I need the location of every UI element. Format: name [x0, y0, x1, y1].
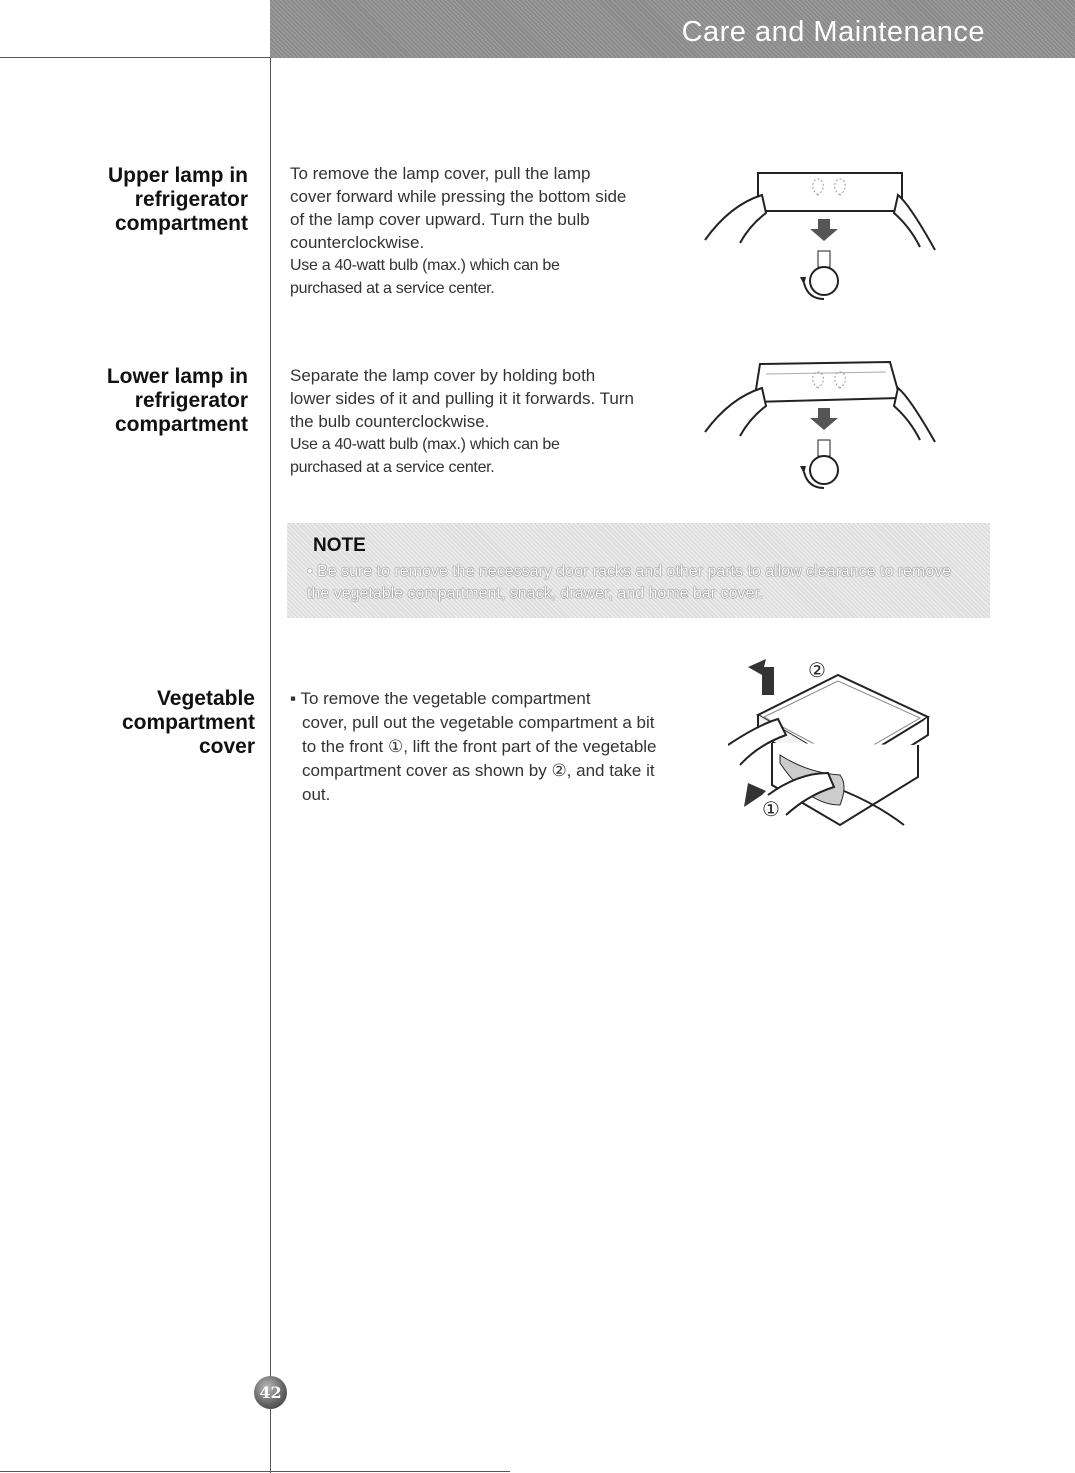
section-text-vegetable-cover: ▪ To remove the vegetable compartment cover, pull out the vegetable compartment a bit to the front ①, lift the front part of the vegetable compartment cover as shown by ②, and take it out.: [290, 689, 657, 804]
section-heading-vegetable-cover: Vegetable compartment cover: [121, 687, 255, 758]
vegetable-cover-illustration: [728, 655, 938, 835]
step-1-label: ①: [762, 799, 780, 821]
upper-lamp-illustration: [700, 165, 940, 305]
section-heading-lower-lamp: Lower lamp in refrigerator compartment: [106, 365, 248, 436]
note-box: [287, 523, 990, 618]
section-heading-upper-lamp: Upper lamp in refrigerator compartment: [107, 164, 248, 235]
header-rule: [0, 57, 270, 58]
page-number-badge: 42: [254, 1376, 287, 1409]
note-title: NOTE: [313, 535, 366, 556]
footer-rule: [0, 1471, 510, 1472]
column-divider: [270, 58, 271, 1473]
section-text-lower-lamp: Separate the lamp cover by holding both lower sides of it and pulling it it forwards. Turn the bulb counterclockwise. Use a 40-watt bulb (max.) which can be purchased at a service center.: [290, 366, 634, 476]
header-band: [270, 0, 1075, 58]
section-text-upper-lamp: To remove the lamp cover, pull the lamp cover forward while pressing the bottom side of the lamp cover upward. Turn the bulb counterclockwise. Use a 40-watt bulb (max.) which can be purchased at a service center.: [290, 164, 627, 297]
lower-lamp-illustration: [700, 352, 940, 492]
note-text: • Be sure to remove the necessary door racks and other parts to allow clearance to remove the vegetable compartment, snack, drawer, and home bar cover.: [307, 563, 952, 602]
step-2-label: ②: [808, 660, 826, 682]
page-title: Care and Maintenance: [681, 16, 985, 48]
